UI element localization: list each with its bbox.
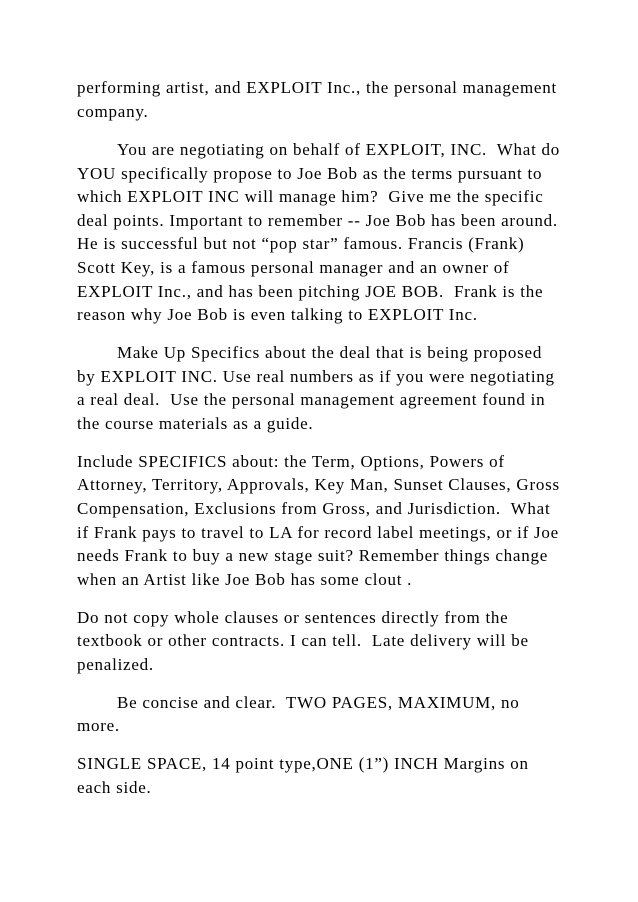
text-line: Compensation, Exclusions from Gross, and Jurisdiction. What xyxy=(77,499,551,518)
text-line: by EXPLOIT INC. Use real numbers as if you were negotiating xyxy=(77,367,555,386)
text-line: Attorney, Territory, Approvals, Key Man, Sunset Clauses, Gross xyxy=(77,475,560,494)
text-line: company. xyxy=(77,102,149,121)
text-line: needs Frank to buy a new stage suit? Remember things change xyxy=(77,546,549,565)
text-line: Do not copy whole clauses or sentences directly from the xyxy=(77,608,509,627)
text-line: SINGLE SPACE, 14 point type,ONE (1”) INCH Margins on xyxy=(77,754,529,773)
text-line: each side. xyxy=(77,778,152,797)
text-line: Make Up Specifics about the deal that is being proposed xyxy=(117,343,543,362)
text-line: which EXPLOIT INC will manage him? Give me the specific xyxy=(77,187,544,206)
text-line: Include SPECIFICS about: the Term, Options, Powers of xyxy=(77,452,505,471)
text-line: performing artist, and EXPLOIT Inc., the personal management xyxy=(77,78,557,97)
text-line: YOU specifically propose to Joe Bob as the terms pursuant to xyxy=(77,164,543,183)
text-line: a real deal. Use the personal management agreement found in xyxy=(77,390,546,409)
text-line: He is successful but not “pop star” famous. Francis (Frank) xyxy=(77,234,525,253)
text-line: if Frank pays to travel to LA for record label meetings, or if Joe xyxy=(77,523,559,542)
text-line: when an Artist like Joe Bob has some clout . xyxy=(77,570,413,589)
text-line: textbook or other contracts. I can tell. Late delivery will be xyxy=(77,631,529,650)
text-line: reason why Joe Bob is even talking to EXPLOIT Inc. xyxy=(77,305,478,324)
text-line: Be concise and clear. TWO PAGES, MAXIMUM, no xyxy=(117,693,520,712)
text-line: EXPLOIT Inc., and has been pitching JOE BOB. Frank is the xyxy=(77,282,544,301)
text-line: deal points. Important to remember -- Joe Bob has been around. xyxy=(77,211,558,230)
text-line: more. xyxy=(77,716,120,735)
text-line: the course materials as a guide. xyxy=(77,414,314,433)
text-line: Scott Key, is a famous personal manager and an owner of xyxy=(77,258,510,277)
text-line: penalized. xyxy=(77,655,154,674)
text-line: You are negotiating on behalf of EXPLOIT, INC. What do xyxy=(117,140,561,159)
